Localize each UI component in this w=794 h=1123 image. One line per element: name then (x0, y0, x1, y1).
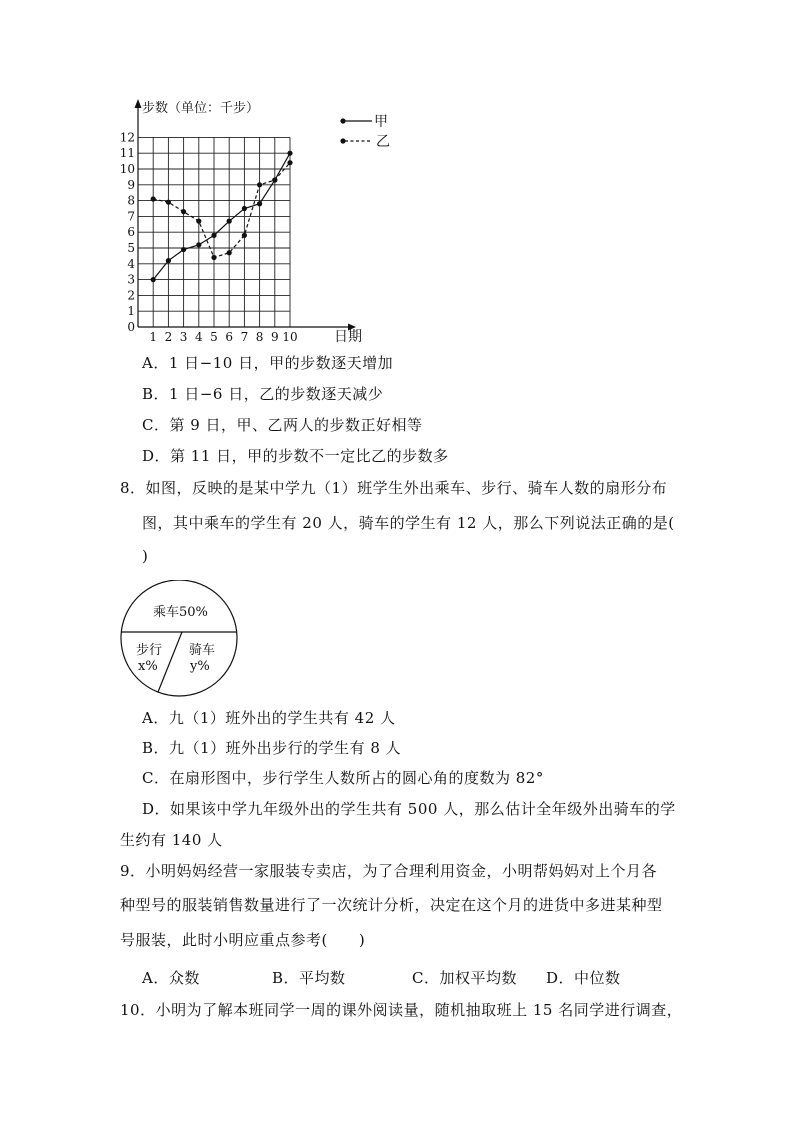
q9-stem-line1: 9．小明妈妈经营一家服装专卖店，为了合理利用资金，小明帮妈妈对上个月各 (120, 862, 658, 880)
y-tick-label: 7 (127, 209, 135, 224)
y-tick-label: 0 (127, 320, 135, 334)
q8-option-b: B．九（1）班外出步行的学生有 8 人 (142, 739, 402, 757)
x-tick-label: 5 (210, 330, 218, 344)
q8-stem-line1: 8．如图，反映的是某中学九（1）班学生外出乘车、步行、骑车人数的扇形分布 (120, 479, 668, 497)
pie-label-ride: 乘车50% (153, 605, 208, 620)
x-tick-label: 1 (149, 330, 158, 344)
y-tick-label: 3 (127, 272, 135, 287)
data-point-jia (181, 247, 186, 252)
q8-option-d-line1: D．如果该中学九年级外出的学生共有 500 人，那么估计全年级外出骑车的学 (142, 800, 676, 818)
x-tick-label: 3 (179, 330, 188, 344)
data-point-yi (227, 250, 232, 255)
y-tick-label: 10 (119, 162, 135, 176)
pie-label-walk: 步行 (136, 643, 163, 658)
y-tick-label: 12 (119, 130, 135, 145)
legend-label-jia: 甲 (374, 114, 388, 130)
y-tick-label: 8 (127, 193, 135, 208)
data-point-jia (211, 233, 216, 238)
data-point-yi (151, 196, 156, 201)
q9-option-a: A．众数 (142, 969, 200, 987)
data-point-yi (257, 182, 262, 187)
pie-label-bike: 骑车 (189, 643, 216, 658)
x-tick-label: 4 (194, 330, 203, 344)
data-point-yi (196, 219, 201, 224)
x-tick-label: 6 (225, 330, 234, 344)
legend-marker-yi (340, 138, 345, 143)
x-axis-label: 日期 (334, 329, 362, 345)
x-tick-label: 7 (240, 330, 249, 344)
data-point-jia (257, 201, 262, 206)
pie-divider-slant (158, 632, 182, 692)
y-axis-arrow (135, 99, 142, 108)
q8-option-d-line2: 生约有 140 人 (120, 831, 223, 849)
data-point-jia (227, 219, 232, 224)
series-line-yi (153, 163, 290, 258)
chart-legend (336, 110, 406, 154)
data-point-yi (272, 177, 277, 182)
data-point-yi (242, 233, 247, 238)
x-tick-label: 8 (255, 330, 264, 344)
chart-ticks (120, 130, 298, 344)
q7-option-d: D．第 11 日，甲的步数不一定比乙的步数多 (142, 447, 449, 465)
x-tick-label: 10 (282, 330, 298, 344)
q7-option-c: C．第 9 日，甲、乙两人的步数正好相等 (142, 416, 423, 434)
data-point-jia (151, 277, 156, 282)
y-tick-label: 4 (127, 256, 135, 271)
transport-pie-chart (118, 580, 243, 700)
data-point-jia (287, 151, 292, 156)
q7-option-b: B．1 日−6 日，乙的步数逐天减少 (142, 385, 384, 403)
q10-stem-line1: 10．小明为了解本班同学一周的课外阅读量，随机抽取班上 15 名同学进行调查， (120, 1001, 683, 1019)
data-point-jia (166, 258, 171, 263)
x-tick-label: 2 (164, 330, 173, 344)
q8-option-a: A．九（1）班外出的学生共有 42 人 (142, 709, 396, 727)
q9-option-b: B．平均数 (272, 969, 346, 987)
y-tick-label: 5 (127, 241, 135, 255)
x-tick-label: 9 (270, 330, 279, 344)
legend-label-yi: 乙 (376, 134, 390, 150)
y-tick-label: 1 (127, 304, 135, 319)
y-axis-label: 步数（单位：千步） (142, 101, 260, 116)
q8-stem-line2: 图，其中乘车的学生有 20 人，骑车的学生有 12 人，那么下列说法正确的是( (142, 514, 675, 532)
data-point-yi (181, 209, 186, 214)
pie-label-walk-pct: x% (138, 659, 158, 674)
y-tick-label: 9 (127, 177, 135, 192)
data-point-yi (211, 255, 216, 260)
pie-label-bike-pct: y% (190, 659, 210, 674)
chart-grid (138, 137, 290, 327)
q9-option-d: D．中位数 (546, 969, 621, 987)
q7-option-a: A．1 日−10 日，甲的步数逐天增加 (142, 354, 394, 372)
q9-option-c: C．加权平均数 (412, 969, 517, 987)
q9-stem-line2: 种型号的服装销售数量进行了一次统计分析，决定在这个月的进货中多进某种型 (120, 896, 663, 914)
q8-option-c: C．在扇形图中，步行学生人数所占的圆心角的度数为 82° (142, 769, 544, 787)
q8-stem-line3: ) (142, 547, 149, 565)
data-point-yi (287, 160, 292, 165)
data-point-yi (166, 200, 171, 205)
y-tick-label: 6 (127, 225, 135, 240)
q9-stem-line3: 号服装，此时小明应重点参考( ) (120, 931, 366, 949)
y-tick-label: 11 (119, 146, 135, 161)
y-tick-label: 2 (127, 288, 135, 303)
data-point-jia (242, 206, 247, 211)
data-point-jia (196, 242, 201, 247)
